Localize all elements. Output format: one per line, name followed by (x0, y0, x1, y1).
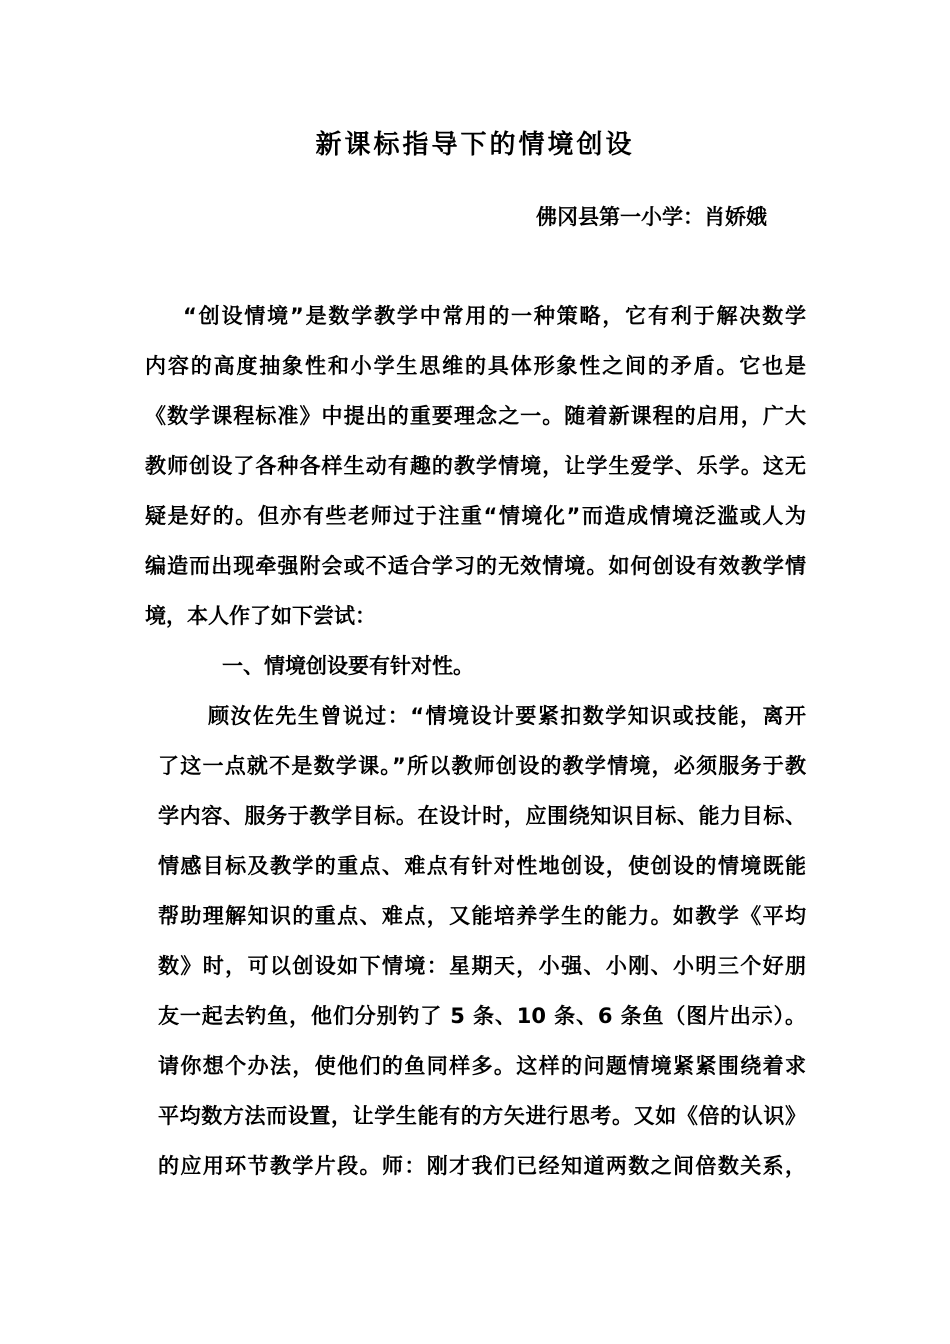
document-title: 新课标指导下的情境创设 (315, 130, 635, 160)
paragraph-line: 疑是好的。但亦有些老师过于注重“情境化”而造成情境泛滥或人为 (145, 504, 806, 528)
paragraph-line: 平均数方法而设置，让学生能有的方矢进行思考。又如《倍的认识》 (158, 1104, 806, 1128)
paragraph-line: 请你想个办法，使他们的鱼同样多。这样的问题情境紧紧围绕着求 (158, 1054, 806, 1078)
paragraph-line: 编造而出现牵强附会或不适合学习的无效情境。如何创设有效教学情 (145, 554, 806, 578)
paragraph-line: 顾汝佐先生曾说过：“情境设计要紧扣数学知识或技能，离开 (208, 704, 806, 728)
paragraph-line: 情感目标及教学的重点、难点有针对性地创设，使创设的情境既能 (158, 854, 806, 878)
paragraph-line: 境，本人作了如下尝试： (145, 604, 376, 628)
author-line: 佛冈县第一小学：肖娇娥 (536, 205, 767, 229)
paragraph-line: 友一起去钓鱼，他们分别钓了 5 条、10 条、6 条鱼（图片出示）。 (158, 1004, 806, 1028)
paragraph-line: 数》时，可以创设如下情境：星期天，小强、小刚、小明三个好朋 (158, 954, 806, 978)
paragraph-line: 帮助理解知识的重点、难点，又能培养学生的能力。如教学《平均 (158, 904, 806, 928)
paragraph-line: 了这一点就不是数学课。”所以教师创设的教学情境，必须服务于教 (158, 754, 806, 778)
paragraph-line: 的应用环节教学片段。师：刚才我们已经知道两数之间倍数关系， (158, 1154, 806, 1178)
paragraph-line: “创设情境”是数学教学中常用的一种策略，它有利于解决数学 (183, 304, 806, 328)
paragraph-line: 教师创设了各种各样生动有趣的教学情境，让学生爱学、乐学。这无 (145, 454, 806, 478)
paragraph-line: 《数学课程标准》中提出的重要理念之一。随着新课程的启用，广大 (145, 404, 806, 428)
paragraph-line: 学内容、服务于教学目标。在设计时，应围绕知识目标、能力目标、 (158, 804, 806, 828)
paragraph-line: 内容的高度抽象性和小学生思维的具体形象性之间的矛盾。它也是 (145, 354, 806, 378)
section-heading: 一、情境创设要有针对性。 (222, 654, 474, 678)
